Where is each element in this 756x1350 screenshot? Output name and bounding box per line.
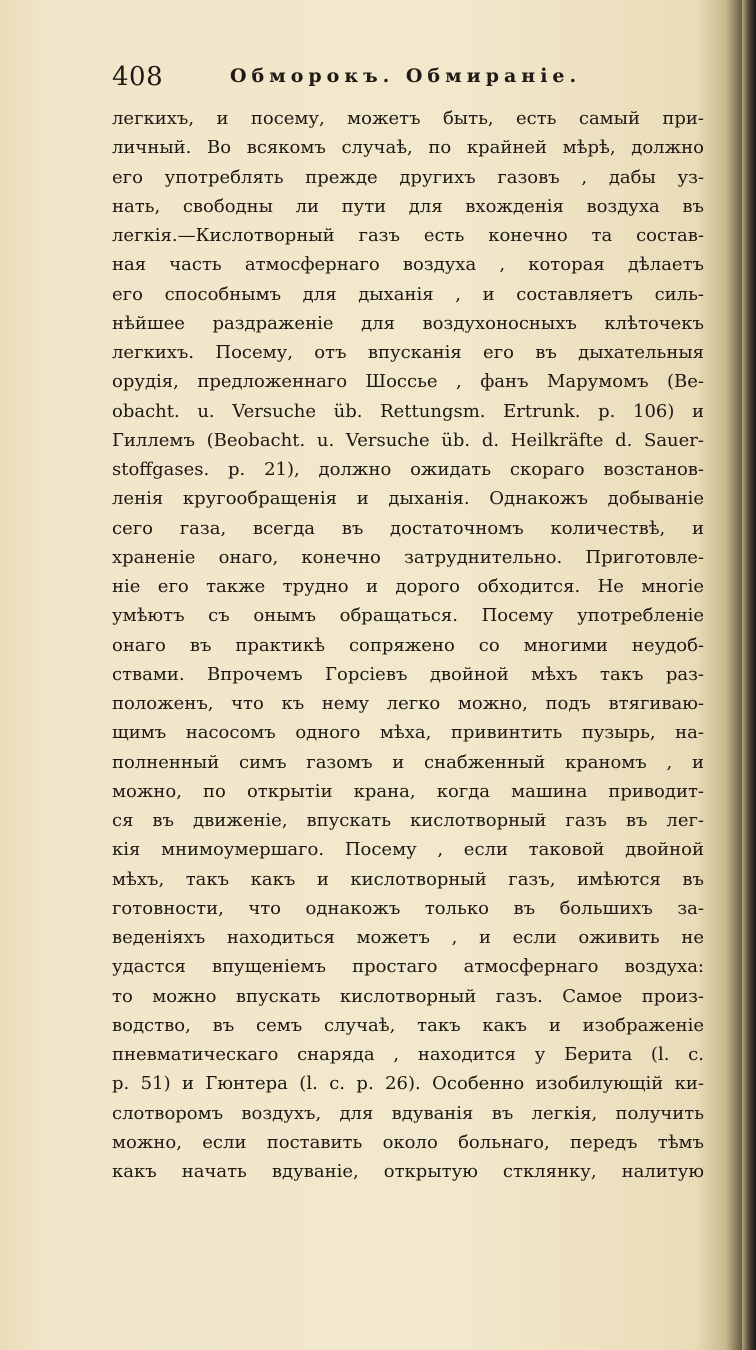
running-title: Обморокъ. Обмиранiе. (230, 65, 582, 87)
text-line: кiя мнимоумершаго. Посему , если таковой двойной (112, 839, 704, 861)
text-line: личный. Во всякомъ случаѣ, по крайней мѣрѣ, должно (112, 137, 704, 159)
text-line: ствами. Впрочемъ Горсiевъ двойной мѣхъ такъ раз- (112, 663, 704, 685)
text-line: орудiя, предложеннаго Шоссье , фанъ Марумомъ (Be- (112, 371, 704, 393)
text-line: его употреблять прежде другихъ газовъ , дабы уз- (112, 166, 704, 188)
text-line: щимъ насосомъ одного мѣха, привинтить пузырь, на- (112, 722, 704, 744)
text-line: храненiе онаго, конечно затруднительно. Приготовле- (112, 546, 704, 568)
text-line: p. 51) и Гюнтера (l. c. p. 26). Особенно изобилующiй ки- (112, 1073, 704, 1095)
page-header (112, 62, 700, 96)
text-line: его способнымъ для дыханiя , и составляетъ силь- (112, 283, 704, 305)
text-line: ся въ движенiе, впускать кислотворный газъ въ лег- (112, 810, 704, 831)
text-line: слотворомъ воздухъ, для вдуванiя въ легкiя, получить (112, 1102, 704, 1124)
text-line: то можно впускать кислотворный газъ. Самое произ- (112, 985, 704, 1007)
body-text (112, 104, 704, 1186)
text-line: легкихъ, и посему, можетъ быть, есть самый при- (112, 108, 704, 129)
text-line: obacht. u. Versuche üb. Rettungsm. Ertrunk. p. 106) и (112, 400, 704, 422)
text-line: нѣйшее раздраженiе для воздухоносныхъ клѣточекъ (112, 312, 704, 334)
text-line: положенъ, что къ нему легко можно, подъ втягиваю- (112, 693, 704, 714)
text-line: удастся впущенiемъ простаго атмосфернаго воздуха: (112, 956, 704, 978)
text-line: пневматическаго снаряда , находится у Берита (l. c. (112, 1044, 704, 1065)
text-line: сего газа, всегда въ достаточномъ количествѣ, и (112, 517, 704, 539)
text-line: ленiя кругообращенiя и дыханiя. Однакожъ добыванiе (112, 488, 704, 510)
text-line: легкихъ. Посему, отъ впусканiя его въ дыхательныя (112, 342, 704, 363)
text-line: онаго въ практикѣ сопряжено со многими неудоб- (112, 634, 704, 656)
text-line: мѣхъ, такъ какъ и кислотворный газъ, имѣются въ (112, 868, 704, 890)
text-line: какъ начать вдуванiе, открытую стклянку, налитую (112, 1161, 704, 1182)
text-line: веденiяхъ находиться можетъ , и если оживить не (112, 927, 704, 948)
text-line: нать, свободны ли пути для вхожденiя воздуха въ (112, 195, 704, 217)
text-line: нiе его также трудно и дорого обходится. Не многiе (112, 576, 704, 597)
text-line: ная часть атмосфернаго воздуха , которая дѣлаетъ (112, 254, 704, 276)
text-line: stoffgases. p. 21), должно ожидать скораго возстанов- (112, 459, 704, 480)
text-line: водство, въ семъ случаѣ, такъ какъ и изображенiе (112, 1014, 704, 1036)
text-line: можно, по открытiи крана, когда машина приводит- (112, 780, 704, 802)
text-line: легкiя.—Кислотворный газъ есть конечно та состав- (112, 225, 704, 246)
text-line: можно, если поставить около больнаго, передъ тѣмъ (112, 1131, 704, 1153)
text-line: умѣютъ съ онымъ обращаться. Посему употребленiе (112, 605, 704, 627)
page-number: 408 (112, 62, 164, 92)
binding-edge (742, 0, 756, 1350)
text-line: полненный симъ газомъ и снабженный краномъ , и (112, 751, 704, 773)
text-line: Гиллемъ (Beobacht. u. Versuche üb. d. Heilkräfte d. Sauer- (112, 429, 704, 451)
text-line: готовности, что однакожъ только въ большихъ за- (112, 897, 704, 919)
